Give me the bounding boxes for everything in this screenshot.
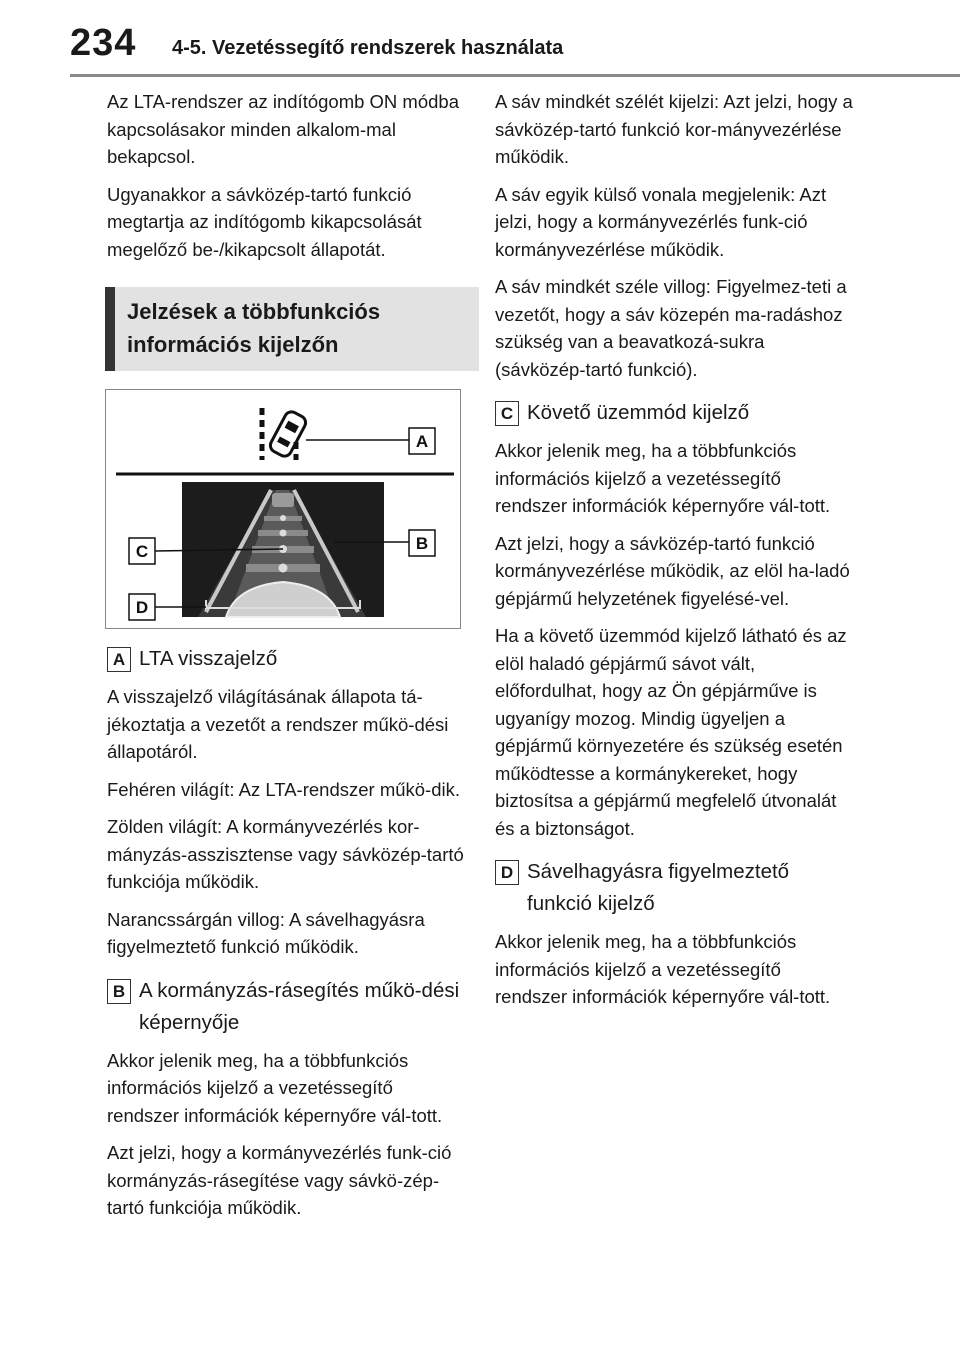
item-b-heading xyxy=(107,975,467,1039)
item-a-paragraph-3: Zölden világít: A kormányvezérlés kor-mányzás-asszisztense vagy sávközép-tartó funkciója működik. xyxy=(107,816,464,892)
item-a-paragraph-4: Narancssárgán villog: A sávelhagyásra figyelmeztető funkció működik. xyxy=(107,908,425,957)
lta-indicator-icon xyxy=(262,408,308,460)
right-column xyxy=(495,88,855,1021)
figure-label-c: C xyxy=(135,542,149,561)
item-c-heading xyxy=(495,397,855,429)
item-d-paragraph-1: Akkor jelenik meg, ha a többfunkciós információs kijelző a vezetéssegítő rendszer információk képernyőre vál-tott. xyxy=(495,931,831,1007)
intro-paragraph-1: Az LTA-rendszer az indítógomb ON módba kapcsolásakor minden alkalom-mal bekapcsol. xyxy=(107,91,459,167)
right-intro-paragraph-1: A sáv mindkét szélét kijelzi: Azt jelzi, hogy a sávközép-tartó funkció kor-mányvezérlése működik. xyxy=(495,91,853,167)
item-d-heading xyxy=(495,856,855,920)
item-c-paragraph-2: Azt jelzi, hogy a sávközép-tartó funkció kormányvezérlése működik, az elöl ha-ladó gépjármű helyzetének figyelésé-vel. xyxy=(495,532,850,609)
right-intro-paragraph-3: A sáv mindkét széle villog: Figyelmez-teti a vezetőt, hogy a sáv közepén ma-radáshoz szükség van a beavatkozá-sukra (sávközép-tartó funkció). xyxy=(495,276,847,380)
page-header xyxy=(0,0,960,78)
item-b-letter: B xyxy=(107,979,131,1004)
item-a-paragraph-2: Fehéren világít: Az LTA-rendszer műkö-dik. xyxy=(107,778,461,800)
item-b-title: A kormányzás-rásegítés műkö-dési képernyője xyxy=(139,978,460,1034)
item-c-title: Követő üzemmód kijelző xyxy=(527,401,750,424)
item-a-heading xyxy=(107,643,467,675)
display-illustration xyxy=(105,389,461,629)
section-heading xyxy=(105,287,479,371)
section-title: Jelzések a többfunkciós információs kijelzőn xyxy=(127,299,381,357)
item-d-title: Sávelhagyásra figyelmeztető funkció kijelző xyxy=(527,860,790,915)
item-a-letter: A xyxy=(107,647,131,672)
item-c-letter: C xyxy=(495,401,519,426)
item-b-paragraph-2: Azt jelzi, hogy a kormányvezérlés funk-ció kormányzás-rásegítése vagy sávkö-zép-tartó funkciója működik. xyxy=(107,1142,452,1218)
item-d-letter: D xyxy=(495,860,519,885)
chapter-title: 4-5. Vezetéssegítő rendszerek használata xyxy=(172,37,564,59)
intro-paragraph-2: Ugyanakkor a sávközép-tartó funkció megtartja az indítógomb kikapcsolását megelőző be-/kikapcsolt állapotát. xyxy=(107,183,422,260)
right-intro-paragraph-2: A sáv egyik külső vonala megjelenik: Azt jelzi, hogy a kormányvezérlés funk-ció kormányvezérlése működik. xyxy=(495,183,827,260)
item-b-paragraph-1: Akkor jelenik meg, ha a többfunkciós információs kijelző a vezetéssegítő rendszer információk képernyőre vál-tott. xyxy=(107,1049,443,1126)
page-number: 234 xyxy=(70,22,137,64)
figure-label-b: B xyxy=(415,534,429,553)
item-c-paragraph-1: Akkor jelenik meg, ha a többfunkciós információs kijelző a vezetéssegítő rendszer információk képernyőre vál-tott. xyxy=(495,440,831,516)
figure-label-a: A xyxy=(415,432,429,451)
header-divider xyxy=(70,74,960,77)
left-column xyxy=(107,88,467,1232)
figure-label-d: D xyxy=(135,598,149,617)
display-illustration-svg xyxy=(106,390,460,628)
item-c-paragraph-3: Ha a követő üzemmód kijelző látható és az elöl haladó gépjármű sávot vált, előfordulhat, hogy az Ön gépjárműve is ugyanígy mozog. Mindig ügyeljen a gépjármű környezetére és szükség esetén működtesse a kormánykereket, hogy biztosítsa a gépjármű megfelelő útvonalát és a biztonságot. xyxy=(495,625,847,839)
item-a-paragraph-1: A visszajelző világításának állapota tá-jékoztatja a vezetőt a rendszer műkö-dési állapotáról. xyxy=(107,686,449,762)
item-a-title: LTA visszajelző xyxy=(139,647,278,670)
